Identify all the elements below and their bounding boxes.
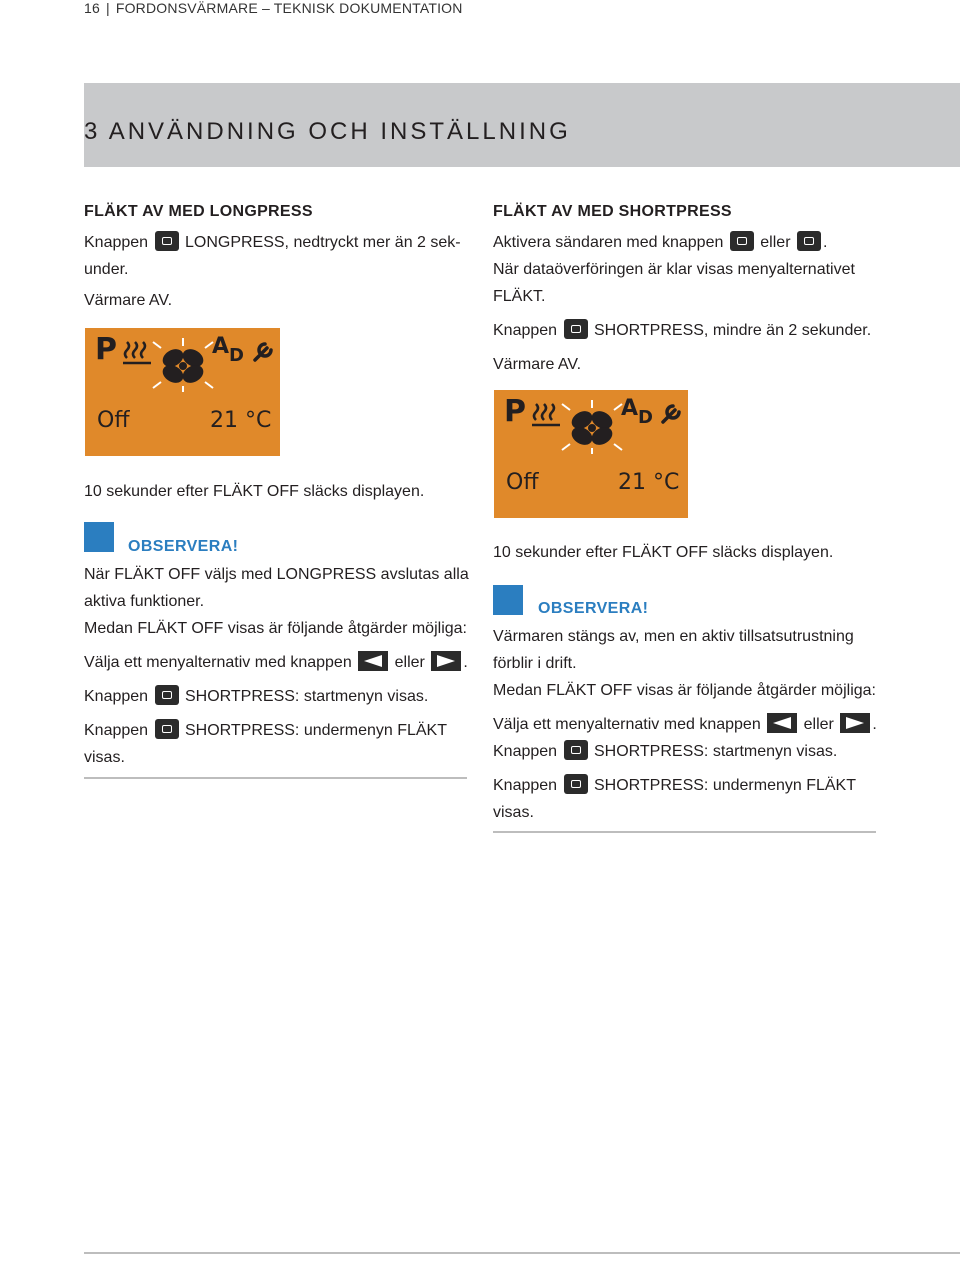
- note-line: [493, 738, 893, 765]
- right-divider: [493, 831, 876, 833]
- note-line: När FLÄKT OFF väljs med LONGPRESS avslutas alla: [84, 566, 469, 583]
- text: eller: [394, 654, 425, 671]
- note-title: OBSERVERA!: [128, 538, 239, 555]
- note-marker-icon: [493, 585, 523, 615]
- right-line-5: Värmare AV.: [493, 356, 582, 373]
- mode-off-text: Off: [97, 408, 130, 433]
- note-line: [84, 717, 469, 744]
- right-heading: FLÄKT AV MED SHORTPRESS: [493, 203, 732, 220]
- note-line: Värmaren stängs av, men en aktiv tillsatsutrustning: [493, 628, 854, 645]
- auto-dimming-indicator: $A_D$: [212, 334, 244, 366]
- note-line: Medan FLÄKT OFF visas är följande åtgärder möjliga:: [493, 682, 876, 699]
- right-note-body: [493, 623, 893, 826]
- left-line-1: [84, 229, 469, 256]
- page-header: 16 | FORDONSVÄRMARE – TEKNISK DOKUMENTATION: [84, 0, 463, 16]
- display-off-note: 10 sekunder efter FLÄKT OFF släcks displayen.: [84, 483, 425, 500]
- fan-icon: [556, 398, 628, 456]
- wrench-icon: [251, 338, 277, 364]
- note-line: förblir i drift.: [493, 655, 577, 672]
- text: Knappen: [493, 743, 558, 760]
- note-line: [84, 649, 469, 676]
- left-column: [84, 198, 469, 314]
- document-title: FORDONSVÄRMARE – TEKNISK DOKUMENTATION: [115, 0, 463, 16]
- text: SHORTPRESS: startmenyn visas.: [593, 743, 838, 760]
- text: .: [872, 716, 877, 733]
- square-button-icon: [564, 740, 588, 760]
- right-line-1: [493, 229, 893, 256]
- section-title: 3 ANVÄNDNING OCH INSTÄLLNING: [84, 118, 571, 145]
- note-line: visas.: [493, 804, 534, 821]
- note-line: visas.: [84, 749, 125, 766]
- right-line-3: FLÄKT.: [493, 288, 546, 305]
- left-arrow-button-icon: [358, 651, 388, 671]
- text: Aktivera sändaren med knappen: [493, 234, 724, 251]
- left-line-2: under.: [84, 261, 129, 278]
- auto-dimming-indicator: $A_D$: [621, 396, 653, 428]
- text: SHORTPRESS: undermenyn FLÄKT: [593, 777, 856, 794]
- text: Knappen: [493, 322, 558, 339]
- square-button-icon: [797, 231, 821, 251]
- right-column: [493, 198, 893, 378]
- wrench-icon: [659, 400, 685, 426]
- left-divider: [84, 777, 467, 779]
- square-button-icon: [155, 685, 179, 705]
- page-number: 16: [84, 0, 100, 16]
- temperature-text: 21 °C: [618, 470, 680, 495]
- text: Välja ett menyalternativ med knappen: [84, 654, 352, 671]
- text: SHORTPRESS, mindre än 2 sekunder.: [593, 322, 872, 339]
- parking-indicator: P: [95, 332, 117, 367]
- temperature-text: 21 °C: [210, 408, 272, 433]
- right-arrow-button-icon: [431, 651, 461, 671]
- square-button-icon: [730, 231, 754, 251]
- left-line-3: Värmare AV.: [84, 292, 173, 309]
- fan-icon: [147, 336, 219, 394]
- text: SHORTPRESS: undermenyn FLÄKT: [184, 722, 447, 739]
- text: eller: [803, 716, 834, 733]
- square-button-icon: [564, 774, 588, 794]
- right-line-4: [493, 317, 893, 344]
- text: Knappen: [493, 777, 558, 794]
- right-line-2: När dataöverföringen är klar visas menyalternativet: [493, 261, 855, 278]
- left-after-text: [84, 478, 469, 505]
- text: .: [822, 234, 828, 251]
- left-heading: FLÄKT AV MED LONGPRESS: [84, 203, 313, 220]
- text: Knappen: [84, 234, 149, 251]
- note-line: [84, 683, 469, 710]
- text: Knappen: [84, 722, 149, 739]
- text: SHORTPRESS: startmenyn visas.: [184, 688, 429, 705]
- note-marker-icon: [84, 522, 114, 552]
- left-display: [85, 328, 280, 456]
- display-off-note: 10 sekunder efter FLÄKT OFF släcks displayen.: [493, 544, 834, 561]
- text: Knappen: [84, 688, 149, 705]
- note-line: Medan FLÄKT OFF visas är följande åtgärder möjliga:: [84, 620, 467, 637]
- parking-indicator: P: [504, 394, 526, 429]
- note-line: [493, 711, 893, 738]
- footer-rule: [84, 1252, 960, 1254]
- text: eller: [760, 234, 791, 251]
- left-note-body: [84, 561, 469, 771]
- text: Välja ett menyalternativ med knappen: [493, 716, 761, 733]
- note-title: OBSERVERA!: [538, 600, 649, 617]
- note-line: [493, 772, 893, 799]
- square-button-icon: [564, 319, 588, 339]
- text: LONGPRESS, nedtryckt mer än 2 sek-: [184, 234, 461, 251]
- square-button-icon: [155, 231, 179, 251]
- right-display: [494, 390, 688, 518]
- text: .: [463, 654, 468, 671]
- square-button-icon: [155, 719, 179, 739]
- right-after-text: [493, 539, 893, 566]
- right-arrow-button-icon: [840, 713, 870, 733]
- mode-off-text: Off: [506, 470, 539, 495]
- note-line: aktiva funktioner.: [84, 593, 205, 610]
- left-arrow-button-icon: [767, 713, 797, 733]
